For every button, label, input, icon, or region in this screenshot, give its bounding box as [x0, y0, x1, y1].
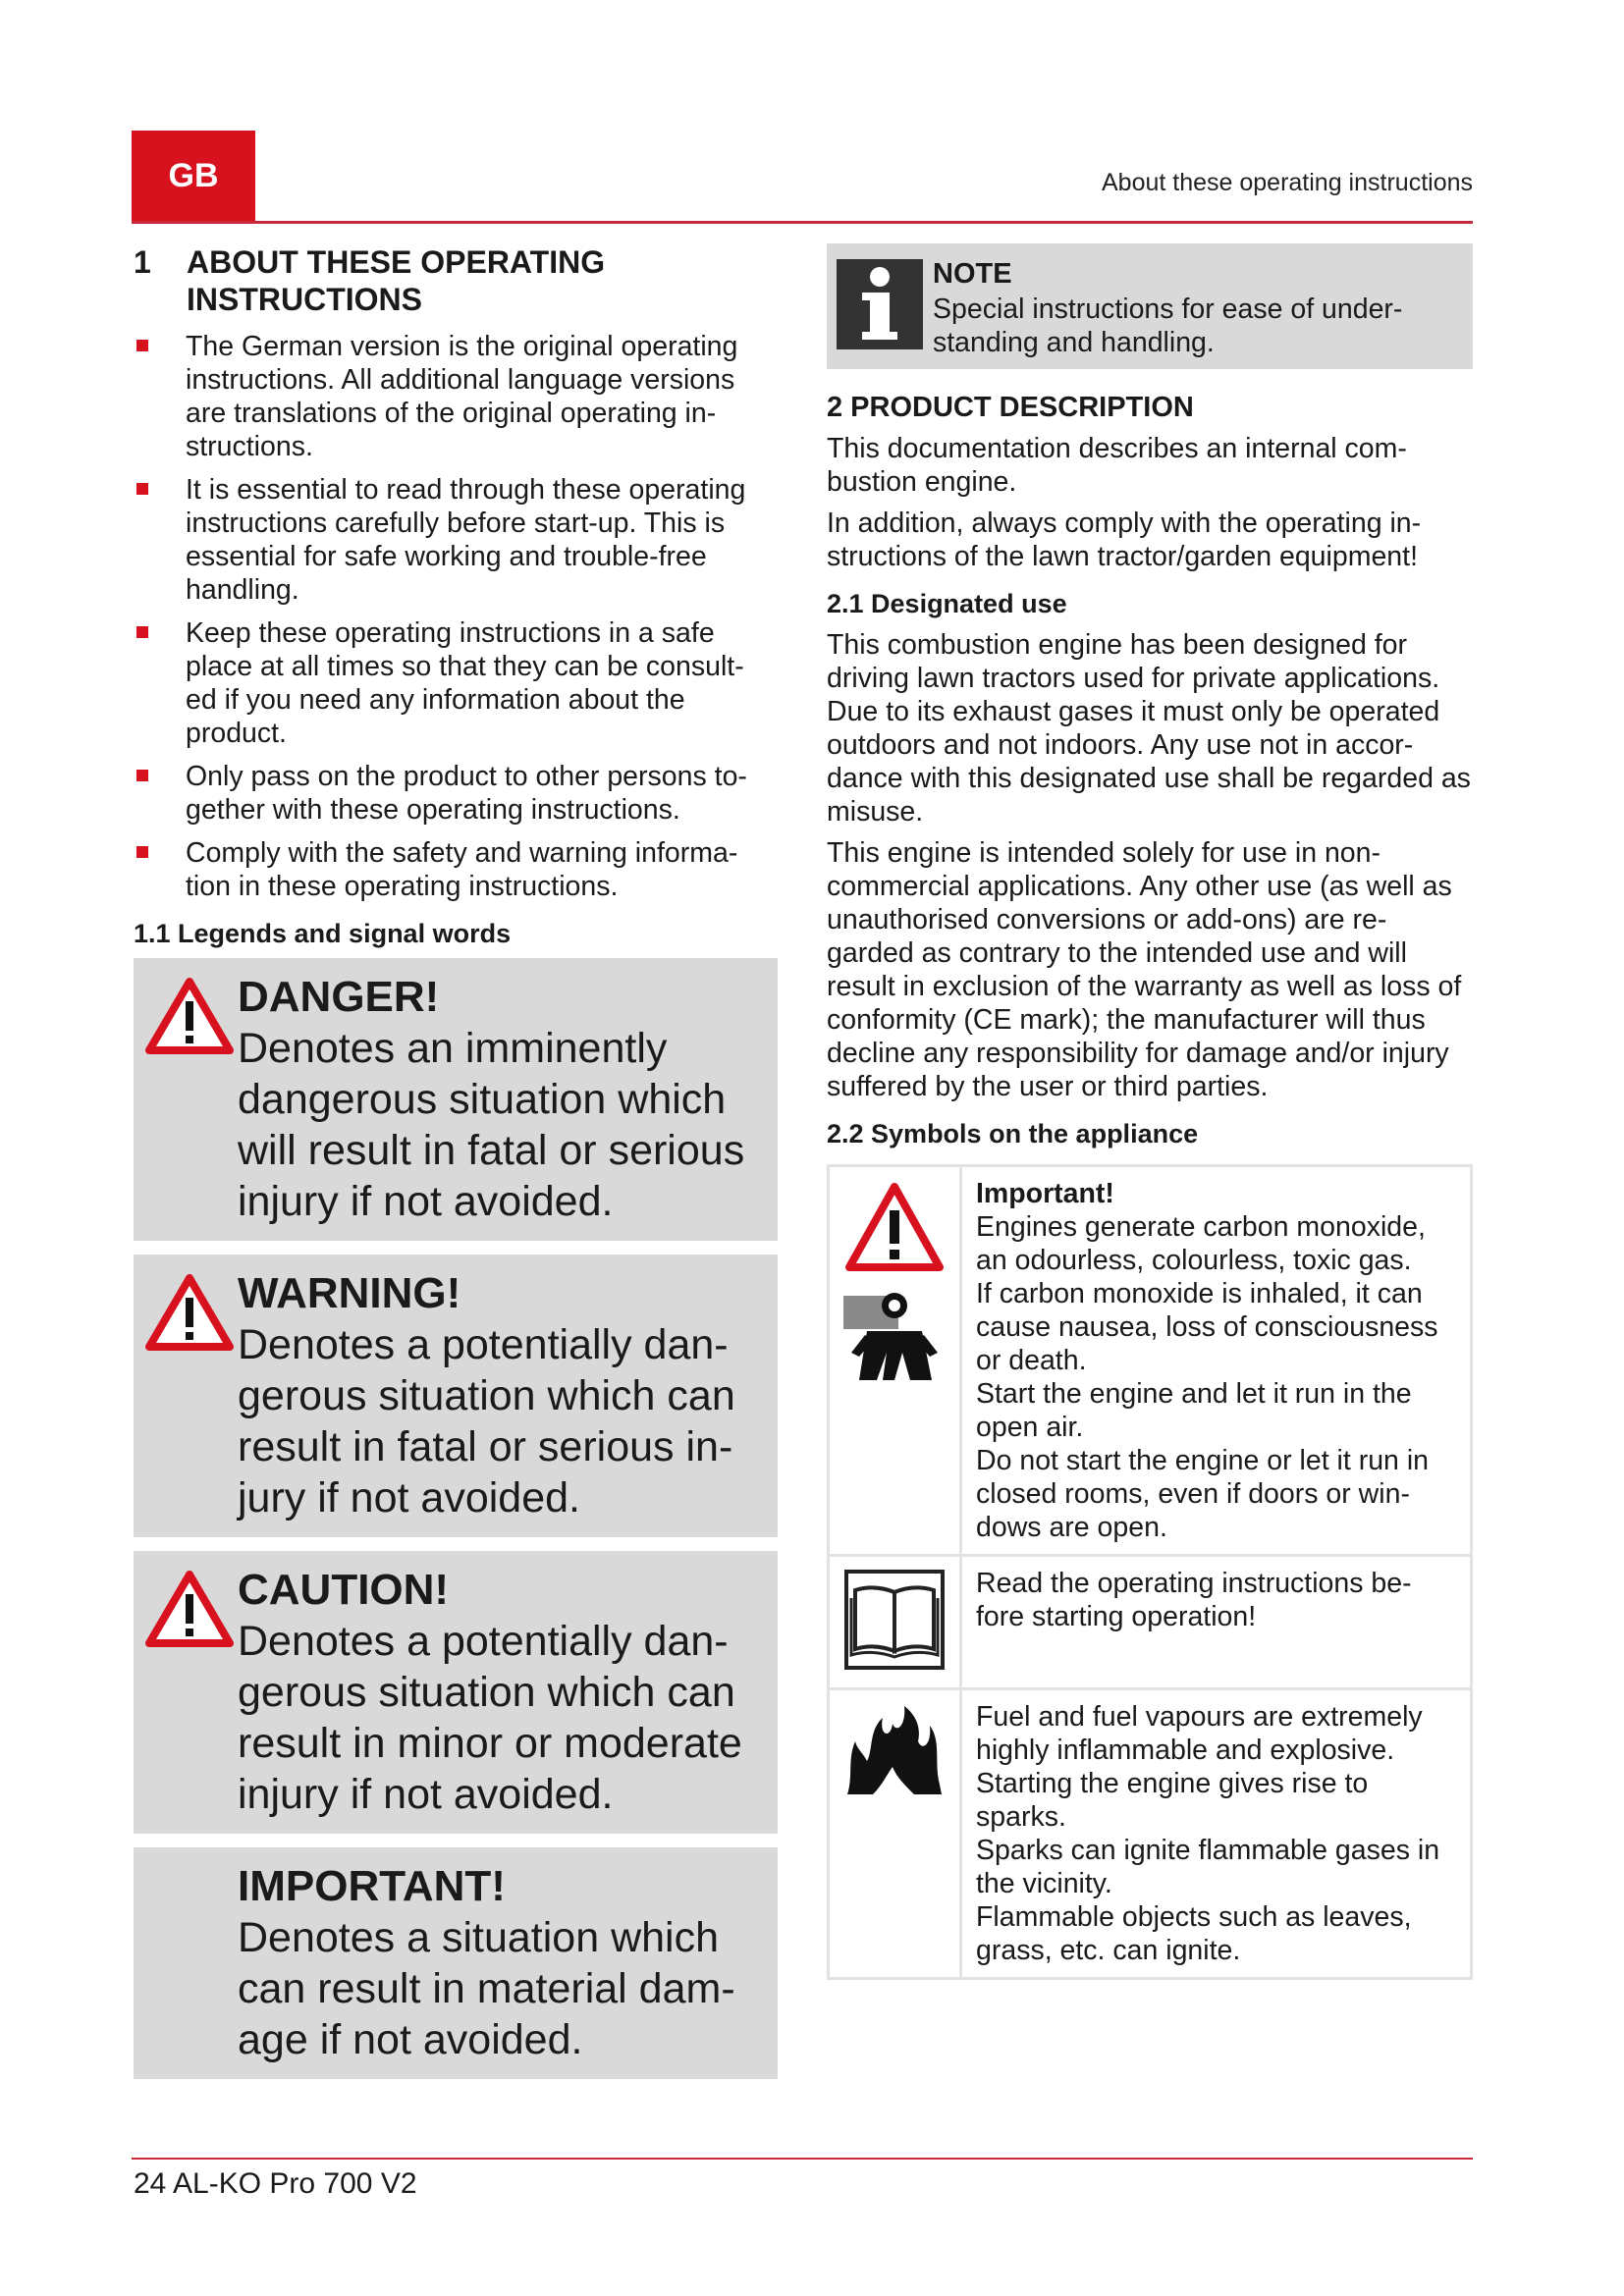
caution-box [134, 1551, 778, 1834]
important-box [134, 1847, 778, 2079]
warning-triangle-icon [143, 1272, 236, 1353]
symbol-line: Fuel and fuel vapours are extremely highly inflammable and explosive. [976, 1701, 1423, 1766]
designated-use-heading: 2.1 Designated use [827, 589, 1067, 618]
symbols-table [827, 1164, 1473, 1980]
page-footer: 24 AL-KO Pro 700 V2 [134, 2167, 417, 2200]
table-row [829, 1166, 1472, 1556]
section-title-line-2: INSTRUCTIONS [187, 282, 422, 317]
list-item [134, 473, 778, 607]
symbol-line: Read the operating instructions be- fore starting operation! [976, 1568, 1412, 1632]
list-item [134, 836, 778, 903]
left-column [134, 243, 778, 2093]
info-icon [837, 259, 923, 349]
fire-icon [843, 1702, 946, 1796]
note-body: Special instructions for ease of under- standing and handling. [933, 294, 1403, 358]
table-cell-text [961, 1556, 1472, 1689]
signal-description: Denotes a situation which can result in material dam- age if not avoided. [238, 1914, 735, 2063]
note-box [827, 243, 1473, 369]
warning-triangle-icon [143, 1569, 236, 1649]
signal-description: Denotes a potentially dan- gerous situation which can result in minor or moderate injury if not avoided. [238, 1618, 742, 1818]
footer-rule [132, 2158, 1473, 2160]
book-icon [843, 1569, 946, 1671]
list-item-text: Keep these operating instructions in a safe place at all times so that they can be consult- ed if you need any information about the product. [186, 617, 744, 749]
warning-triangle-icon [143, 976, 236, 1056]
symbol-line: If carbon monoxide is inhaled, it can cause nausea, loss of consciousness or death. [976, 1278, 1438, 1376]
section-number: 1 [134, 244, 151, 280]
paragraph: This engine is intended solely for use in non- commercial applications. Any other use (as well as unauthorised conversions or add-ons) are re- garded as contrary to the intended use and will result in exclusion of the warranty as well as loss of conformity (CE mark); the manufacturer will thus decline any responsibility for damage and/or injury suffered by the user or third parties. [827, 837, 1462, 1102]
symbol-line: Flammable objects such as leaves, grass, etc. can ignite. [976, 1901, 1412, 1966]
instruction-bullet-list [134, 330, 778, 903]
signal-word: WARNING! [238, 1269, 461, 1317]
bullet-square-icon [136, 846, 148, 858]
table-row [829, 1689, 1472, 1979]
signal-word: CAUTION! [238, 1566, 450, 1614]
list-item [134, 616, 778, 750]
table-cell-icon [829, 1689, 961, 1979]
paragraph: This documentation describes an internal com- bustion engine. [827, 433, 1407, 498]
note-title: NOTE [933, 258, 1012, 290]
signal-description: Denotes a potentially dan- gerous situation which can result in fatal or serious in- jury if not avoided. [238, 1321, 735, 1522]
section-2-heading: 2 PRODUCT DESCRIPTION [827, 392, 1194, 423]
symbol-line: Starting the engine gives rise to sparks. [976, 1768, 1369, 1833]
legends-heading: 1.1 Legends and signal words [134, 919, 512, 948]
list-item-text: Comply with the safety and warning informa- tion in these operating instructions. [186, 837, 738, 902]
symbol-line: Sparks can ignite flammable gases in the vicinity. [976, 1835, 1440, 1899]
list-item-text: It is essential to read through these operating instructions carefully before start-up. This is essential for safe working and trouble-free handling. [186, 474, 746, 606]
table-cell-icon [829, 1166, 961, 1556]
bullet-square-icon [136, 626, 148, 638]
signal-word: DANGER! [238, 973, 440, 1021]
bullet-square-icon [136, 770, 148, 781]
symbol-line: Engines generate carbon monoxide, an odourless, colourless, toxic gas. [976, 1211, 1426, 1276]
list-item-text: The German version is the original operating instructions. All additional language versions are translations of the original operating in- structions. [186, 331, 738, 462]
right-column [827, 243, 1473, 1980]
list-item [134, 760, 778, 827]
signal-word: IMPORTANT! [238, 1862, 506, 1910]
table-row [829, 1556, 1472, 1689]
header-rule [132, 221, 1473, 224]
symbol-line: Do not start the engine or let it run in closed rooms, even if doors or win- dows are open. [976, 1445, 1430, 1543]
bullet-square-icon [136, 340, 148, 351]
symbol-line: Start the engine and let it run in the open air. [976, 1378, 1412, 1443]
danger-box [134, 958, 778, 1241]
section-title-line-1: ABOUT THESE OPERATING [187, 244, 606, 280]
language-tab: GB [132, 131, 255, 222]
list-item [134, 330, 778, 463]
symbol-title: Important! [976, 1178, 1114, 1209]
toxic-gas-icon [843, 1282, 946, 1380]
section-1-heading [134, 243, 778, 318]
signal-description: Denotes an imminently dangerous situation which will result in fatal or serious injury if not avoided. [238, 1025, 745, 1225]
warning-triangle-icon [843, 1179, 946, 1277]
warning-box [134, 1255, 778, 1537]
running-header: About these operating instructions [1101, 169, 1473, 196]
table-cell-icon [829, 1556, 961, 1689]
table-cell-text [961, 1689, 1472, 1979]
paragraph: This combustion engine has been designed for driving lawn tractors used for private applications. Due to its exhaust gases it must only be operated outdoors and not indoors. Any use not in accor- dance with this designated use shall be regarded as misuse. [827, 629, 1471, 828]
list-item-text: Only pass on the product to other persons to- gether with these operating instructions. [186, 761, 747, 826]
symbols-heading: 2.2 Symbols on the appliance [827, 1119, 1199, 1148]
table-cell-text [961, 1166, 1472, 1556]
bullet-square-icon [136, 483, 148, 495]
paragraph: In addition, always comply with the operating in- structions of the lawn tractor/garden equipment! [827, 507, 1422, 572]
